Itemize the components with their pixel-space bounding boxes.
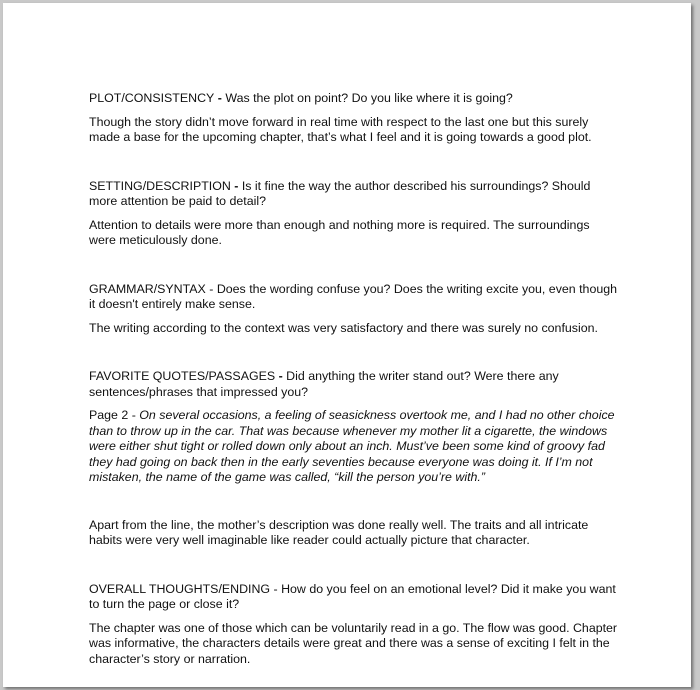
section-label: OVERALL THOUGHTS/ENDING [89, 581, 271, 596]
section-grammar-syntax [89, 282, 619, 337]
question [89, 369, 619, 400]
question [89, 91, 619, 107]
quote-prefix: Page 2 - [89, 408, 140, 422]
question-text: Was the plot on point? Do you like where it is going? [225, 91, 513, 105]
label-dash: - [270, 581, 282, 596]
question-text: Did anything the writer stand out? Were there any sentences/phrases that impressed you? [89, 369, 559, 399]
answer: Apart from the line, the mother’s description was done really well. The traits and all intricate habits were very well imaginable like reader could actually picture that character. [89, 517, 589, 547]
section-setting-description [89, 179, 619, 249]
question [89, 179, 619, 210]
question [89, 282, 619, 313]
question [89, 582, 619, 613]
quote-text: On several occasions, a feeling of seasickness overtook me, and I had no other choice than to throw up in the car. That was because whenever my mother lit a cigarette, the windows were either shut tight or rolled down only about an inch. Must’ve been some kind of groovy fad they had going on back then in the early seventies because everyone was doing it. If I’m not mistaken, the name of the game was called, “kill the person you’re with.” [89, 408, 615, 484]
label-dash: - [205, 281, 217, 296]
label-dash: - [214, 91, 226, 105]
label-dash: - [275, 369, 287, 383]
section-label: FAVORITE QUOTES/PASSAGES [89, 369, 276, 383]
section-label: PLOT/CONSISTENCY [89, 91, 215, 105]
section-label: GRAMMAR/SYNTAX [89, 281, 206, 296]
section-overall-thoughts [89, 582, 619, 668]
label-dash: - [230, 178, 242, 193]
section-favorite-quotes [89, 369, 619, 549]
answer: The writing according to the context was very satisfactory and there was surely no confusion. [89, 320, 598, 335]
section-plot-consistency [89, 91, 619, 146]
answer: Attention to details were more than enough and nothing more is required. The surroundings were meticulously done. [89, 217, 590, 247]
quote-passage [89, 408, 619, 486]
question-text: Is it fine the way the author described his surroundings? Should more attention be paid to detail? [89, 178, 591, 208]
question-text: How do you feel on an emotional level? Did it make you want to turn the page or close it? [89, 581, 616, 611]
section-label: SETTING/DESCRIPTION [89, 178, 231, 193]
document-page [3, 3, 691, 687]
document-content [89, 91, 619, 667]
question-text: Does the wording confuse you? Does the writing excite you, even though it doesn't entirely make sense. [89, 281, 618, 311]
answer: The chapter was one of those which can be voluntarily read in a go. The flow was good. Chapter was informative, the characters details were great and there was a sense of exciting I felt in the character’s story or narration. [89, 620, 618, 666]
answer: Though the story didn’t move forward in real time with respect to the last one but this surely made a base for the upcoming chapter, that’s what I feel and it is going towards a good plot. [89, 114, 592, 144]
